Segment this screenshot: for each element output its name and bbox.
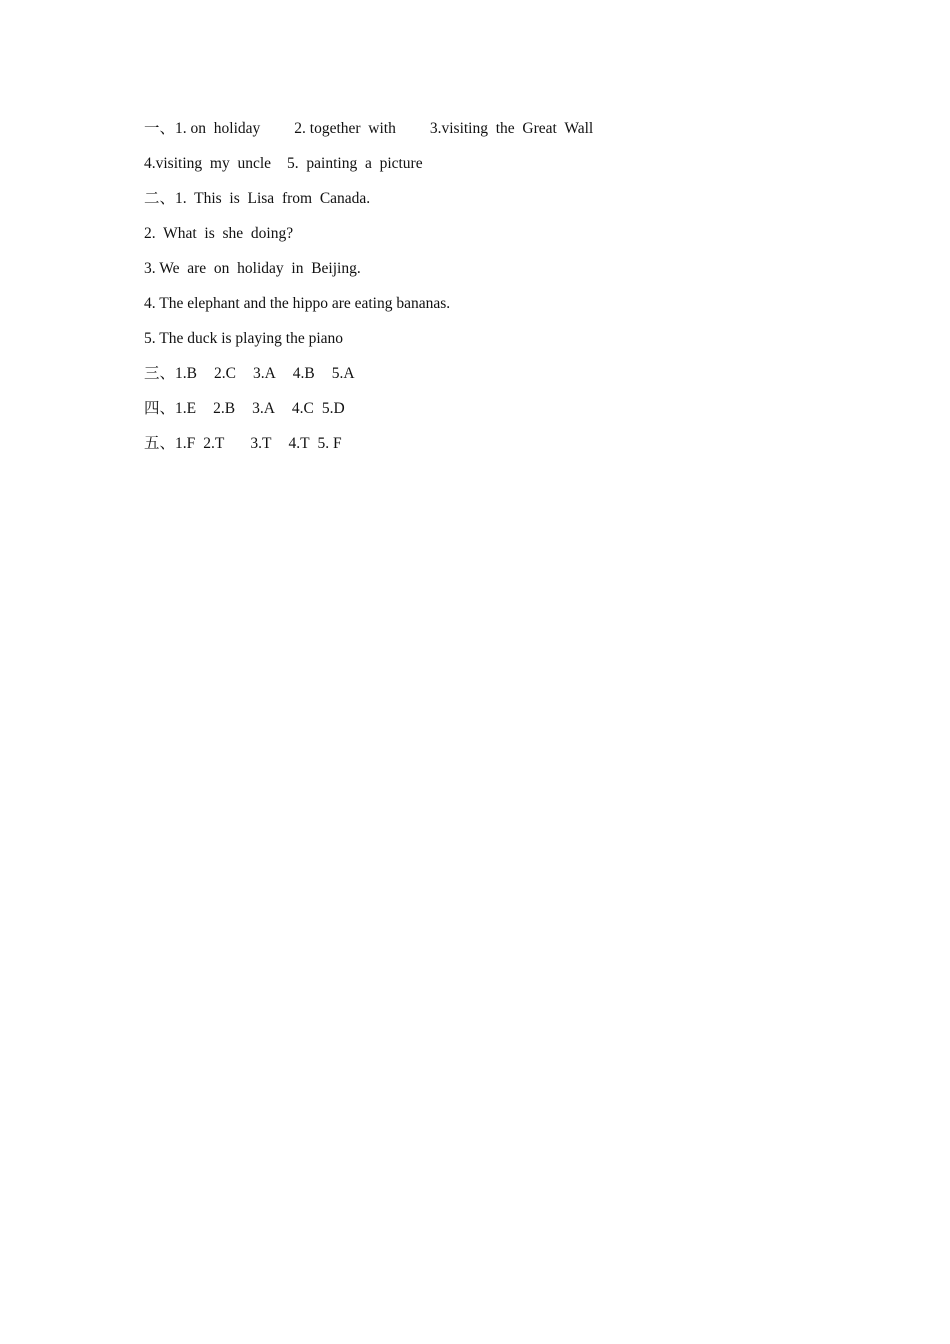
- answer-line-section-4: [144, 396, 844, 431]
- answer-item: 2. What is she doing?: [144, 225, 294, 242]
- section-marker: 二、: [144, 190, 176, 207]
- answer-line-section-2: [144, 186, 844, 221]
- answer-item: 4.visiting my uncle: [144, 155, 272, 172]
- answer-item: 1.F: [175, 435, 196, 452]
- answer-item: 5.D: [321, 400, 345, 417]
- answer-line: [144, 221, 844, 256]
- answer-item: 2.C: [213, 365, 236, 382]
- answer-item: 5. F: [317, 435, 342, 452]
- answer-item: 4. The elephant and the hippo are eating bananas.: [144, 295, 451, 312]
- answer-item: 1.B: [175, 365, 197, 382]
- answer-line: [144, 256, 844, 291]
- section-marker: 五、: [144, 435, 176, 452]
- answer-item: 3.T: [250, 435, 272, 452]
- answer-item: 5. painting a picture: [287, 155, 423, 172]
- answer-line-section-1: [144, 116, 844, 151]
- answer-item: 3.A: [252, 400, 275, 417]
- answer-item: 3. We are on holiday in Beijing.: [144, 260, 361, 277]
- answer-item: 1.E: [175, 400, 197, 417]
- answer-item: 2.T: [203, 435, 225, 452]
- answer-line: [144, 291, 844, 326]
- section-marker: 一、: [144, 120, 176, 137]
- answer-item: 5.A: [331, 365, 355, 382]
- answer-item: 3.A: [252, 365, 276, 382]
- answer-item: 2. together with: [294, 120, 396, 137]
- answer-item: 3.visiting the Great Wall: [429, 120, 594, 137]
- answer-line: [144, 326, 844, 361]
- answer-item: 1. on holiday: [175, 120, 261, 137]
- answer-line-section-3: [144, 361, 844, 396]
- answer-line-section-5: [144, 431, 844, 466]
- answer-item: 1. This is Lisa from Canada.: [175, 190, 371, 207]
- section-marker: 四、: [144, 400, 176, 417]
- answer-item: 2.B: [213, 400, 236, 417]
- answer-key: [144, 116, 844, 466]
- answer-item: 4.T: [288, 435, 310, 452]
- answer-item: 5. The duck is playing the piano: [144, 330, 344, 347]
- answer-item: 4.B: [292, 365, 315, 382]
- answer-item: 4.C: [291, 400, 314, 417]
- answer-line: [144, 151, 844, 186]
- section-marker: 三、: [144, 365, 176, 382]
